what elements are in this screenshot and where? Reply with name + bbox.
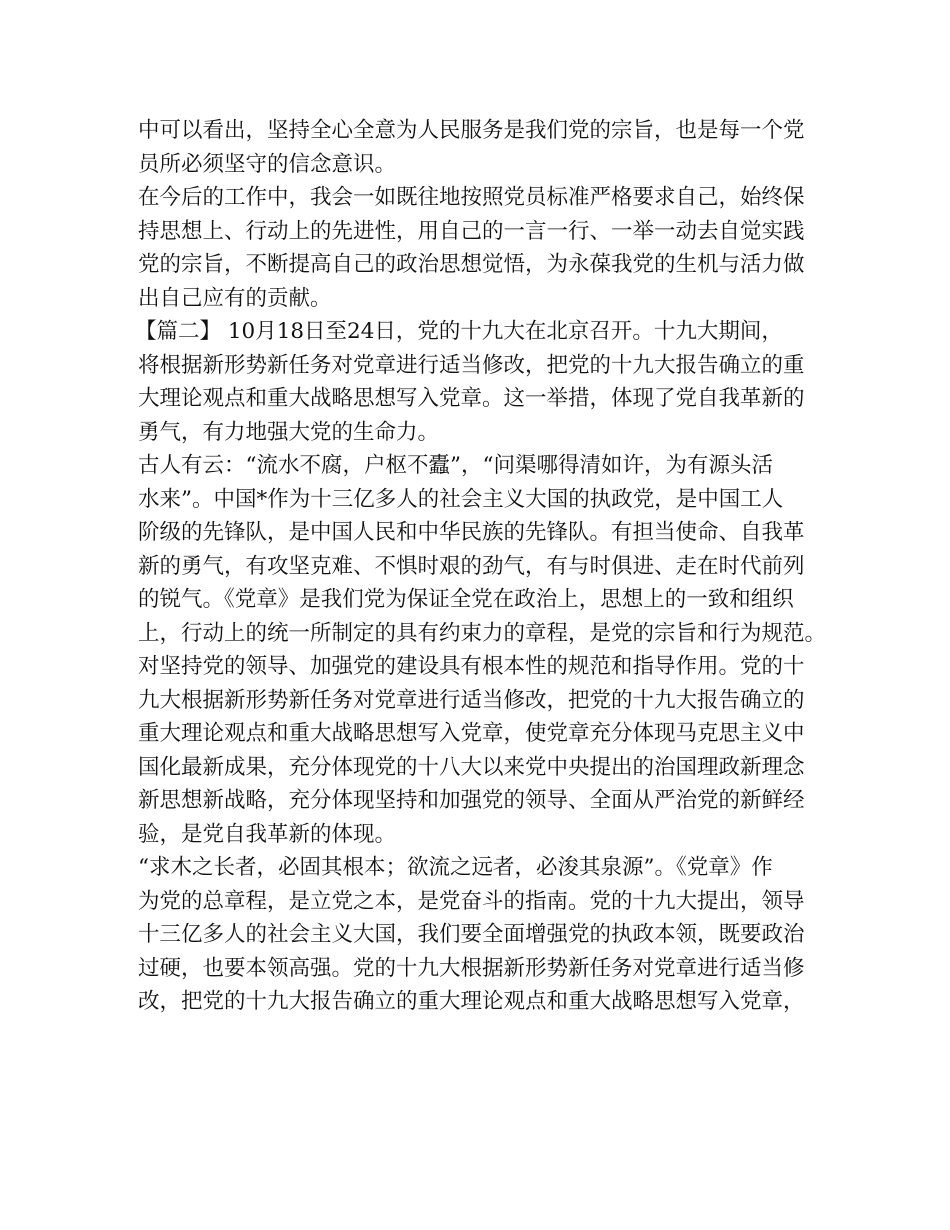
section-heading-line: 【篇二】 10月18日至24日，党的十九大在北京召开。十九大期间，: [135, 319, 783, 344]
text-line: 大理论观点和重大战略思想写入党章。这一举措，体现了党自我革新的: [138, 386, 805, 411]
text-line: 员所必须坚守的信念意识。: [138, 151, 397, 177]
text-line: 新思想新战略，充分体现坚持和加强党的领导、全面从严治党的新鲜经: [138, 788, 805, 813]
text-line: 国化最新成果，充分体现党的十八大以来党中央提出的治国理政新理念: [138, 754, 805, 780]
text-line: 将根据新形势新任务对党章进行适当修改，把党的十九大报告确立的重: [138, 352, 805, 378]
text-line: 出自己应有的贡献。: [138, 285, 332, 311]
text-line: 的锐气。《党章》是我们党为保证全党在政治上，思想上的一致和组织: [138, 587, 794, 612]
text-line: 十三亿多人的社会主义大国，我们要全面增强党的执政本领，既要政治: [138, 922, 805, 947]
text-line: 阶级的先锋队，是中国人民和中华民族的先锋队。有担当使命、自我革: [138, 520, 805, 545]
body-text: [135, 114, 838, 1019]
text-line: 古人有云：“流水不腐，户枢不蠹”，“问渠哪得清如许，为有源头活: [138, 453, 773, 478]
text-line: 为党的总章程，是立党之本，是党奋斗的指南。党的十九大提出，领导: [138, 888, 805, 914]
text-line: 验，是党自我革新的体现。: [138, 821, 397, 847]
text-line: 水来”。中国*作为十三亿多人的社会主义大国的执政党，是中国工人: [138, 486, 784, 512]
text-line: 在今后的工作中，我会一如既往地按照党员标准严格要求自己，始终保: [138, 185, 805, 210]
text-line: 改，把党的十九大报告确立的重大理论观点和重大战略思想写入党章，: [138, 989, 805, 1014]
text-line: 党的宗旨，不断提高自己的政治思想觉悟，为永葆我党的生机与活力做: [138, 252, 805, 277]
text-line: 新的勇气，有攻坚克难、不惧时艰的劲气，有与时俱进、走在时代前列: [138, 553, 805, 579]
text-line: 勇气，有力地强大党的生命力。: [138, 419, 440, 445]
text-line: “求木之长者，必固其根本；欲流之远者，必浚其泉源”。《党章》作: [138, 855, 773, 880]
text-line: 九大根据新形势新任务对党章进行适当修改，把党的十九大报告确立的: [138, 687, 805, 713]
text-line: 重大理论观点和重大战略思想写入党章，使党章充分体现马克思主义中: [138, 721, 805, 746]
text-line: 中可以看出，坚持全心全意为人民服务是我们党的宗旨，也是每一个党: [138, 118, 805, 143]
text-line: 上，行动上的统一所制定的具有约束力的章程，是党的宗旨和行为规范。: [138, 620, 827, 646]
text-line: 过硬，也要本领高强。党的十九大根据新形势新任务对党章进行适当修: [138, 955, 805, 981]
text-line: 对坚持党的领导、加强党的建设具有根本性的规范和指导作用。党的十: [138, 654, 805, 679]
text-line: 持思想上、行动上的先进性，用自己的一言一行、一举一动去自觉实践: [138, 218, 805, 244]
